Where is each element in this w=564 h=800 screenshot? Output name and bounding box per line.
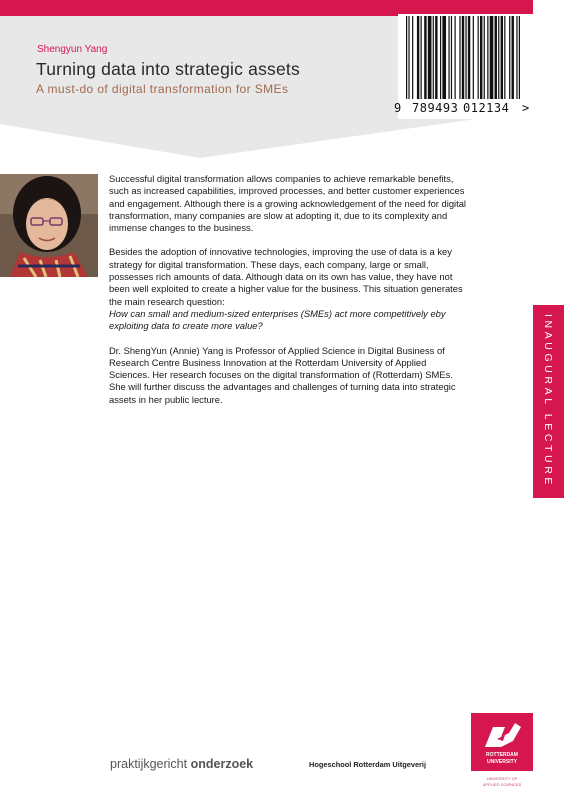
- logo-subtext-line2: APPLIED SCIENCES: [482, 782, 522, 787]
- barcode-bar: [468, 16, 470, 99]
- logo-text-line2: UNIVERSITY: [486, 759, 517, 765]
- barcode-bar: [455, 16, 456, 99]
- barcode-bar: [459, 16, 460, 99]
- barcode-bar: [495, 16, 497, 99]
- barcode-bar: [519, 16, 520, 99]
- barcode-bar: [478, 16, 479, 99]
- barcode-bar: [435, 16, 437, 99]
- barcode-bar: [448, 16, 449, 99]
- side-tab-label: INAUGURAL LECTURE: [542, 314, 554, 488]
- logo-subtext-line1: UNIVERSITY OF: [486, 776, 518, 781]
- isbn-barcode: [406, 16, 520, 99]
- isbn-group-2: 012134: [463, 101, 510, 115]
- barcode-bar: [451, 16, 452, 99]
- barcode-bar: [442, 16, 446, 99]
- paragraph-intro: Successful digital transformation allows companies to achieve remarkable benefits, such as increased capabilities, improved processes, and better customer experiences and engagement. Although there is a growing acknowledgement of the need for digital transformation, many companies are slow at adopting it, due to its complexity and immense changes to the business.: [109, 173, 467, 234]
- barcode-bar: [417, 16, 419, 99]
- barcode-bar: [424, 16, 426, 99]
- barcode-bar: [428, 16, 432, 99]
- barcode-bar: [501, 16, 503, 99]
- barcode-bar: [462, 16, 464, 99]
- university-logo-mark-icon: [471, 713, 533, 753]
- footer-brand: [110, 757, 253, 771]
- book-subtitle: A must-do of digital transformation for SMEs: [36, 82, 289, 96]
- paragraph-author-bio: Dr. ShengYun (Annie) Yang is Professor of Applied Science in Digital Business of Research Centre Business Innovation at the Rotterdam University of Applied Sciences. Her research focuses on the digital transformation of (Rotterdam) SMEs. She will further discuss the advantages and challenges of turning data into strategic assets in her public lecture.: [109, 344, 456, 405]
- research-question: How can small and medium-sized enterprises (SMEs) act more competitively eby exploiting data to create more value?: [109, 307, 446, 332]
- paragraph-data-strategy: [109, 246, 469, 332]
- barcode-bar: [440, 16, 441, 99]
- barcode-bar: [433, 16, 434, 99]
- barcode-bar: [465, 16, 466, 99]
- barcode-bar: [480, 16, 482, 99]
- barcode-bar: [490, 16, 494, 99]
- barcode-bar: [487, 16, 488, 99]
- book-title: Turning data into strategic assets: [36, 59, 300, 79]
- barcode-bar: [421, 16, 422, 99]
- paragraph-data-strategy-text: Besides the adoption of innovative technologies, improving the use of data is a key strategy for digital transformation. These days, each company, large or small, possesses rich amounts of data. Although data on its own has value, they have not been well exploited to create a higher value for the business. This situation generates the main research question:: [109, 246, 463, 307]
- body-text: [109, 173, 469, 418]
- footer-publisher: Hogeschool Rotterdam Uitgeverij: [309, 760, 427, 769]
- author-photo: [0, 174, 98, 277]
- barcode-bar: [516, 16, 517, 99]
- author-name: Shengyun Yang: [37, 44, 108, 55]
- barcode-bar: [509, 16, 510, 99]
- footer-brand-light: praktijkgericht: [110, 757, 191, 771]
- barcode-bar: [484, 16, 485, 99]
- barcode-bar: [406, 16, 407, 99]
- logo-text-line1: ROTTERDAM: [486, 752, 518, 758]
- barcode-bar: [473, 16, 474, 99]
- isbn-group-1: 789493: [412, 101, 459, 115]
- barcode-bar: [408, 16, 409, 99]
- isbn-lead-digit: 9: [394, 101, 402, 115]
- footer-brand-bold: onderzoek: [190, 757, 254, 771]
- barcode-bar: [498, 16, 499, 99]
- barcode-bar: [504, 16, 505, 99]
- barcode-bar: [412, 16, 413, 99]
- barcode-bar: [512, 16, 514, 99]
- isbn-arrow: >: [522, 101, 530, 115]
